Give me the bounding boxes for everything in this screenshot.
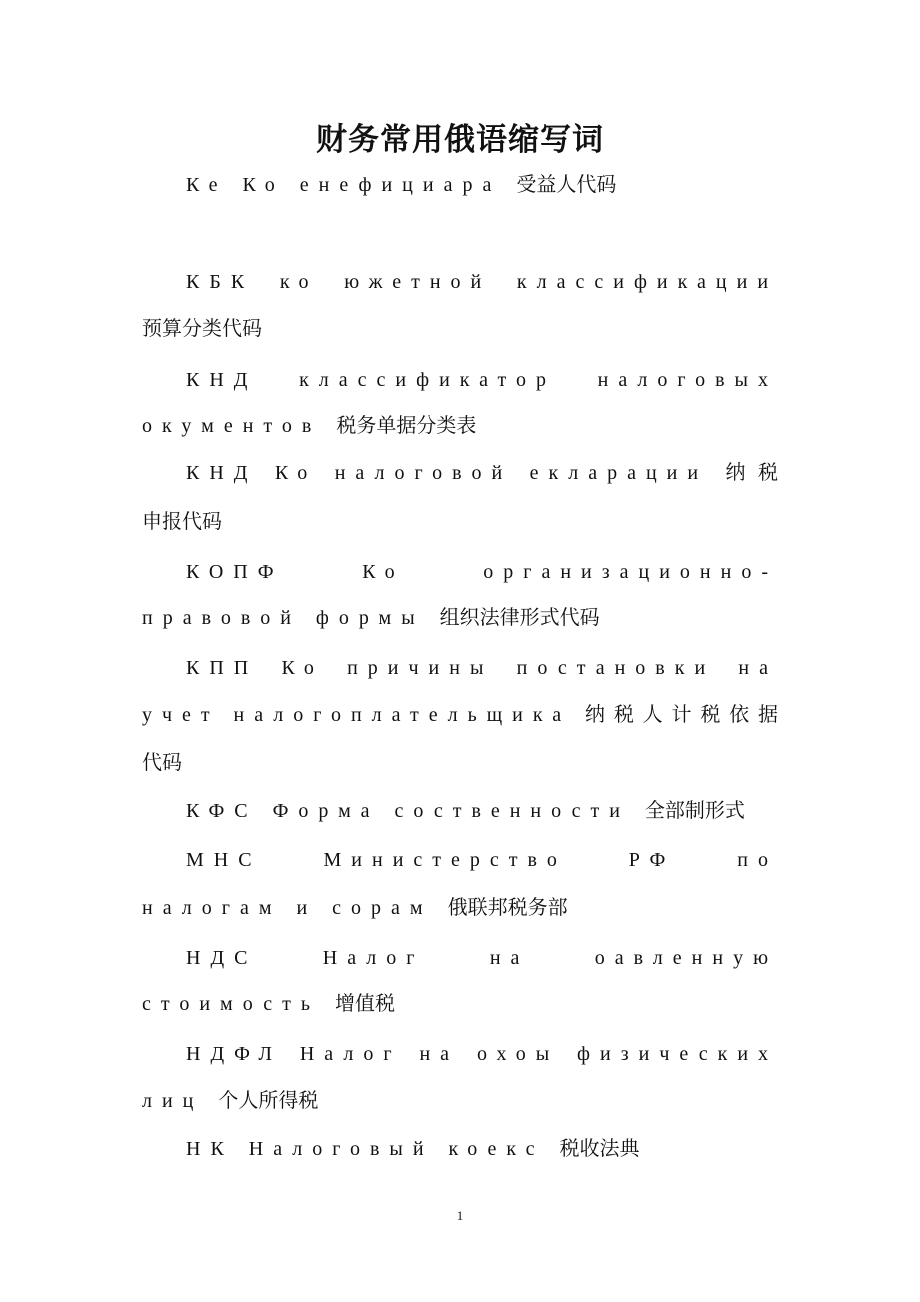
russian-word: учет xyxy=(142,704,220,726)
russian-word: охоы xyxy=(476,1043,560,1065)
text-line xyxy=(142,699,778,729)
russian-word: на xyxy=(419,1043,460,1065)
russian-word: налоговых xyxy=(597,369,778,391)
text-line xyxy=(186,557,778,587)
text-line xyxy=(142,313,778,343)
russian-word: причины xyxy=(347,657,494,679)
russian-word: КБК xyxy=(186,271,255,293)
russian-word: КПП xyxy=(186,657,259,679)
russian-word: МНС xyxy=(186,849,262,871)
chinese-text: 俄联邦税务部 xyxy=(447,895,568,919)
chinese-text: 申报代码 xyxy=(142,509,222,533)
russian-word: КНД xyxy=(186,369,258,391)
document-title: 财务常用俄语缩写词 xyxy=(316,122,604,158)
text-line xyxy=(142,892,778,922)
text-line xyxy=(142,1085,778,1115)
russian-word: налогоплательщика xyxy=(233,704,572,726)
russian-word: по xyxy=(737,849,778,871)
russian-text: лиц xyxy=(142,1090,219,1112)
chinese-text: 纳税人计税依据 xyxy=(584,702,779,726)
russian-word: налоговой xyxy=(334,462,513,484)
chinese-text: 代码 xyxy=(142,750,182,774)
russian-word: постановки xyxy=(516,657,716,679)
chinese-text: 受益人代码 xyxy=(516,172,617,196)
russian-word: Министерство xyxy=(323,849,567,871)
russian-word: НДФЛ xyxy=(186,1043,282,1065)
text-line xyxy=(186,845,778,875)
russian-word: екларации xyxy=(529,462,709,484)
text-line xyxy=(186,943,778,973)
russian-text: налогам и сорам xyxy=(142,897,448,919)
russian-word: Налог xyxy=(322,947,425,969)
text-line xyxy=(142,747,778,777)
text-line xyxy=(186,267,778,297)
russian-text: Ке Ко енефициара xyxy=(186,174,517,196)
russian-word: физических xyxy=(577,1043,779,1065)
russian-word: КНД xyxy=(186,462,258,484)
chinese-text: 增值税 xyxy=(334,991,395,1015)
text-line xyxy=(142,506,778,536)
russian-word: НДС xyxy=(186,947,258,969)
russian-word: на xyxy=(738,657,778,679)
russian-word: ко xyxy=(279,271,319,293)
text-line xyxy=(142,988,778,1018)
chinese-text: 个人所得税 xyxy=(218,1088,319,1112)
russian-word: Налог xyxy=(299,1043,402,1065)
russian-word: организационно- xyxy=(483,561,778,583)
page-number: 1 xyxy=(456,1208,464,1223)
text-line xyxy=(186,653,778,683)
text-line xyxy=(186,169,778,199)
russian-word: классификатор xyxy=(299,369,557,391)
russian-word: Ко xyxy=(281,657,324,679)
chinese-text: 预算分类代码 xyxy=(142,316,262,340)
chinese-text: 纳税 xyxy=(725,460,779,484)
russian-word: Ко xyxy=(362,561,405,583)
text-line xyxy=(186,1039,778,1069)
text-line xyxy=(186,1133,778,1163)
russian-text: стоимость xyxy=(142,993,335,1015)
russian-text: правовой формы xyxy=(142,607,440,629)
text-line xyxy=(142,602,778,632)
text-line xyxy=(186,365,778,395)
text-line xyxy=(186,457,778,487)
russian-text: окументов xyxy=(142,415,337,437)
russian-word: РФ xyxy=(628,849,676,871)
text-line xyxy=(142,410,778,440)
russian-word: южетной xyxy=(344,271,492,293)
text-line xyxy=(186,795,778,825)
russian-text: КФС Форма соственности xyxy=(186,800,645,822)
russian-word: классификации xyxy=(516,271,779,293)
chinese-text: 税收法典 xyxy=(559,1136,640,1160)
chinese-text: 组织法律形式代码 xyxy=(439,605,600,629)
chinese-text: 全部制形式 xyxy=(644,798,745,822)
chinese-text: 税务单据分类表 xyxy=(336,413,477,437)
russian-word: Ко xyxy=(274,462,318,484)
russian-word: оавленную xyxy=(594,947,779,969)
russian-word: на xyxy=(489,947,530,969)
russian-word: КОПФ xyxy=(186,561,284,583)
russian-text: НК Налоговый коекс xyxy=(186,1138,560,1160)
